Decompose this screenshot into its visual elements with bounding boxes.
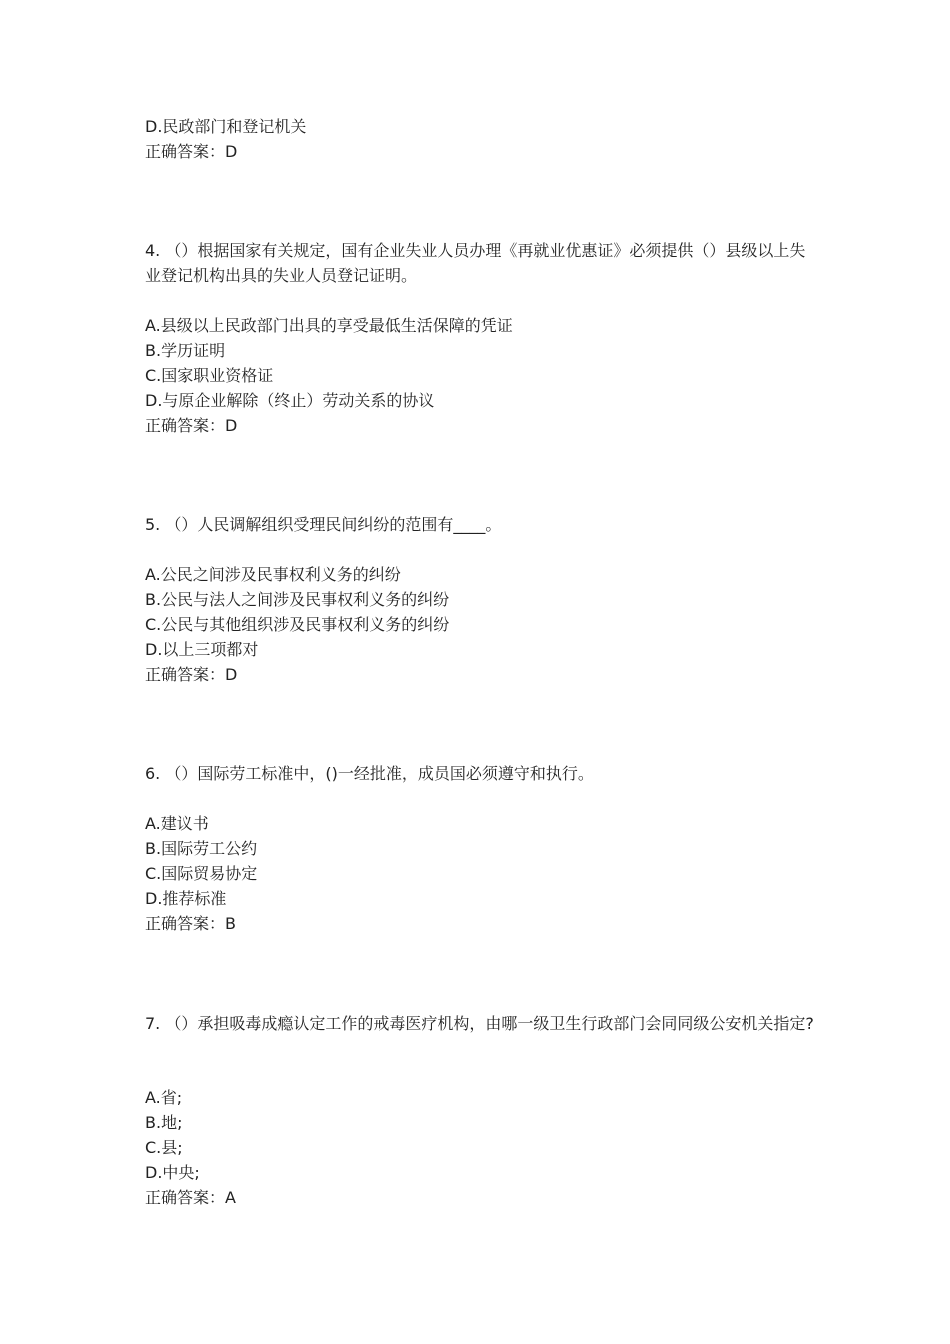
q7-option-d: D.中央; <box>145 1163 200 1182</box>
q5-answer: 正确答案：D <box>145 665 238 684</box>
q6-option-d: D.推荐标准 <box>145 889 227 908</box>
q6-option-a: A.建议书 <box>145 814 209 833</box>
q7-answer: 正确答案：A <box>145 1188 236 1207</box>
q4-option-a: A.县级以上民政部门出具的享受最低生活保障的凭证 <box>145 316 513 335</box>
q7-option-b: B.地; <box>145 1113 183 1132</box>
q5-option-c: C.公民与其他组织涉及民事权利义务的纠纷 <box>145 615 450 634</box>
q7-option-c: C.县; <box>145 1138 183 1157</box>
q4-question-text: 4. （）根据国家有关规定，国有企业失业人员办理《再就业优惠证》必须提供（）县级以上失业登记机构出具的失业人员登记证明。 <box>145 241 806 285</box>
q6-option-c: C.国际贸易协定 <box>145 864 258 883</box>
q4-option-d: D.与原企业解除（终止）劳动关系的协议 <box>145 391 435 410</box>
q3-answer: 正确答案：D <box>145 142 238 161</box>
q4-option-b: B.学历证明 <box>145 341 226 360</box>
q7-question-text: 7. （）承担吸毒成瘾认定工作的戒毒医疗机构，由哪一级卫生行政部门会同同级公安机关指定? <box>145 1014 814 1033</box>
q7-option-a: A.省; <box>145 1088 183 1107</box>
q5-option-a: A.公民之间涉及民事权利义务的纠纷 <box>145 565 401 584</box>
q4-option-c: C.国家职业资格证 <box>145 366 274 385</box>
q6-question-text: 6. （）国际劳工标准中，()一经批准，成员国必须遵守和执行。 <box>145 764 594 783</box>
q4-answer: 正确答案：D <box>145 416 238 435</box>
q6-answer: 正确答案：B <box>145 914 236 933</box>
q6-option-b: B.国际劳工公约 <box>145 839 258 858</box>
q5-option-d: D.以上三项都对 <box>145 640 259 659</box>
q5-question-text: 5. （）人民调解组织受理民间纠纷的范围有____。 <box>145 515 502 534</box>
q5-option-b: B.公民与法人之间涉及民事权利义务的纠纷 <box>145 590 450 609</box>
q3-option-d: D.民政部门和登记机关 <box>145 117 307 136</box>
